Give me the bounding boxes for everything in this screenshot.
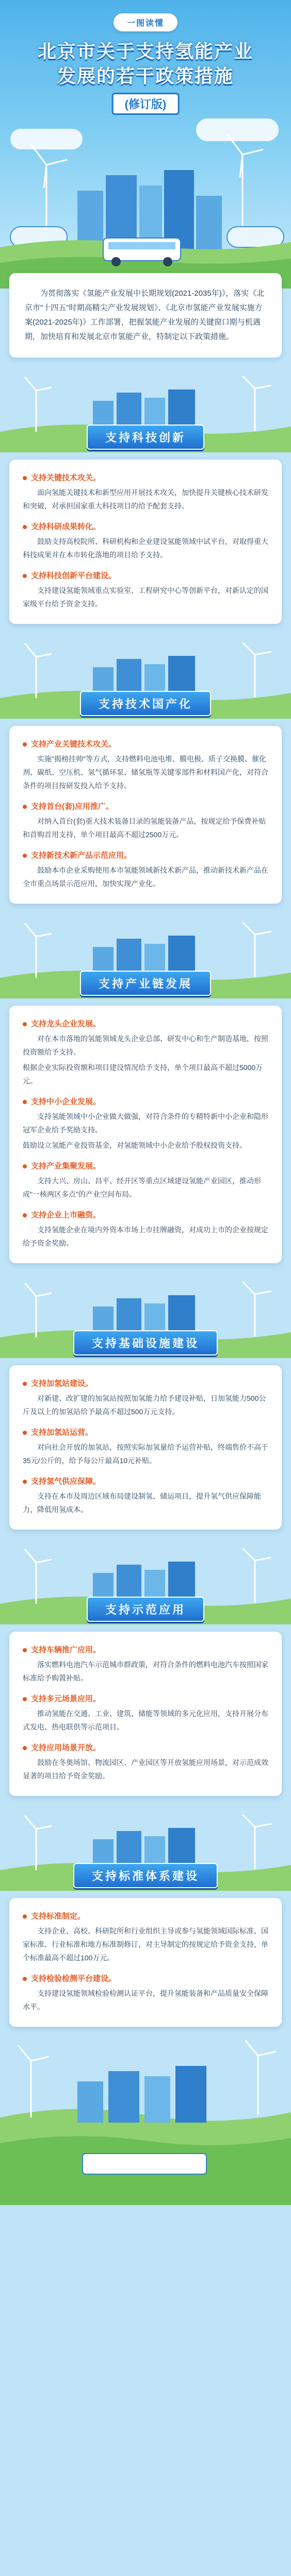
section-title: 支持标准体系建设 bbox=[73, 1863, 218, 1888]
wind-turbine-icon bbox=[227, 134, 263, 237]
policy-item bbox=[23, 738, 268, 792]
policy-section bbox=[0, 1281, 291, 1530]
policy-item-text: 支持氢能领域中小企业做大做强，对符合条件的专精特新中小企业和隐形冠军企业给予奖励支持。 bbox=[23, 1112, 268, 1134]
policy-item bbox=[23, 521, 268, 562]
policy-item bbox=[23, 1378, 268, 1418]
policy-item bbox=[23, 1209, 268, 1250]
policy-section bbox=[0, 1547, 291, 1796]
policy-item-title: 支持科研成果转化。 bbox=[23, 521, 101, 532]
policy-item-title: 支持加氢站运营。 bbox=[23, 1427, 93, 1437]
policy-item-text: 鼓励在冬奥场馆、物流园区、产业园区等开放氢能应用场景，对示范成效显著的项目给予资金奖励。 bbox=[23, 1758, 268, 1780]
wind-turbine-icon bbox=[31, 144, 67, 237]
policy-item-text: 实施"揭榜挂帅"等方式，支持燃料电池电堆、膜电极、质子交换膜、催化剂、碳纸、空压机、氢气循环泵、储氢瓶等关键零部件和材料国产化，对符合条件的项目按研发投入给予支持。 bbox=[23, 755, 268, 790]
policy-item-title: 支持企业上市融资。 bbox=[23, 1209, 101, 1220]
policy-item-title: 支持产业集聚发展。 bbox=[23, 1160, 101, 1171]
section-card bbox=[9, 460, 282, 624]
hero-banner bbox=[0, 0, 291, 289]
policy-item-title: 支持新技术新产品示范应用。 bbox=[23, 850, 132, 860]
section-title: 支持产业链发展 bbox=[80, 971, 211, 996]
policy-section bbox=[0, 1814, 291, 2027]
policy-item bbox=[23, 850, 268, 890]
footer-illustration bbox=[0, 2040, 291, 2205]
policy-item-text: 支持建设氢能领域检验检测认证平台，提升氢能装备和产品质量安全保障水平。 bbox=[23, 1989, 268, 2011]
policy-section bbox=[0, 641, 291, 904]
policy-item-text: 鼓励本市企业采购使用本市氢能领域新技术新产品，推动新技术新产品在全市重点场景示范应用，加快实现产业化。 bbox=[23, 866, 268, 888]
section-header bbox=[0, 1281, 291, 1358]
hero-title-line1: 北京市关于支持氢能产业 bbox=[37, 41, 253, 62]
policy-item-title: 支持加氢站建设。 bbox=[23, 1378, 93, 1388]
policy-item-title: 支持产业关键技术攻关。 bbox=[23, 738, 116, 749]
section-card bbox=[9, 1898, 282, 2027]
policy-item-text: 支持建设氢能领域重点实验室、工程研究中心等创新平台，对新认定的国家级平台给予资金支持。 bbox=[23, 586, 268, 608]
section-header bbox=[0, 1547, 291, 1624]
intro-paragraph: 为贯彻落实《氢能产业发展中长期规划(2021-2035年)》，落实《北京市"十四五"时期高精尖产业发展规划》、《北京市氢能产业发展实施方案(2021-2025年)》工作部署，把握氢能产业发展的关键窗口期与机遇期，加快培育和发展北京市氢能产业，特制定以下政策措施。 bbox=[9, 273, 282, 358]
policy-item bbox=[23, 1160, 268, 1201]
section-header bbox=[0, 1814, 291, 1891]
policy-item-subtext: 根据企业实际投资额和项目建设情况给予支持，单个项目最高不超过5000万元。 bbox=[23, 1063, 263, 1085]
policy-item-title: 支持龙头企业发展。 bbox=[23, 1018, 101, 1029]
hero-badge: (修订版) bbox=[112, 93, 180, 115]
policy-item-text: 对新建、改扩建的加氢站按照加氢能力给予建设补贴，日加氢能力500公斤及以上的加氢站给予最高不超过500万元支持。 bbox=[23, 1394, 266, 1416]
policy-item-text: 落实燃料电池汽车示范城市群政策，对符合条件的燃料电池汽车按照国家标准给予购置补贴。 bbox=[23, 1660, 268, 1682]
policy-item-text: 对纳入首台(套)重大技术装备目录的氢能装备产品，按规定给予保费补贴和首购首用支持，单个项目最高不超过2500万元。 bbox=[23, 817, 266, 839]
section-title: 支持示范应用 bbox=[87, 1597, 204, 1622]
policy-item-title: 支持检验检测平台建设。 bbox=[23, 1973, 116, 1984]
policy-item bbox=[23, 1644, 268, 1685]
policy-item bbox=[23, 1910, 268, 1964]
policy-item-title: 支持中小企业发展。 bbox=[23, 1096, 101, 1107]
policy-item-subtext: 鼓励设立氢能产业投资基金，对氢能领域中小企业给予股权投资支持。 bbox=[23, 1141, 247, 1149]
policy-item-text: 鼓励支持高校院所、科研机构和企业建设氢能领域中试平台，对取得重大科技成果并在本市转化落地的项目给予支持。 bbox=[23, 537, 268, 559]
city-skyline-illustration bbox=[0, 124, 291, 289]
policy-item-title: 支持车辆推广应用。 bbox=[23, 1644, 101, 1655]
policy-item-text: 支持在本市及周边区域布局建设制氢、储运项目，提升氢气供应保障能力，降低用氢成本。 bbox=[23, 1492, 261, 1514]
policy-item bbox=[23, 570, 268, 611]
policy-item-text: 面向氢能关键技术和新型应用开展技术攻关，加快提升关键核心技术研发和突破，对承担国家重大科技项目的给予配套支持。 bbox=[23, 488, 268, 510]
section-card bbox=[9, 1365, 282, 1530]
policy-item-text: 对在本市落地的氢能领域龙头企业总部、研发中心和生产制造基地，按照投资额给予支持。 bbox=[23, 1035, 268, 1056]
policy-item-text: 对向社会开放的加氢站，按照实际加氢量给予运营补贴，终端售价不高于35元/公斤的，给予每公斤最高10元补贴。 bbox=[23, 1443, 268, 1465]
policy-item bbox=[23, 1476, 268, 1516]
policy-item bbox=[23, 472, 268, 513]
policy-item bbox=[23, 801, 268, 841]
policy-sections bbox=[0, 375, 291, 2027]
section-header bbox=[0, 921, 291, 998]
section-card bbox=[9, 1632, 282, 1796]
section-header bbox=[0, 375, 291, 452]
policy-section bbox=[0, 921, 291, 1263]
policy-item bbox=[23, 1973, 268, 2013]
section-title: 支持基础设施建设 bbox=[73, 1330, 218, 1355]
policy-item bbox=[23, 1427, 268, 1467]
policy-item-title: 支持首台(套)应用推广。 bbox=[23, 801, 114, 811]
hero-tag: 一图读懂 bbox=[114, 13, 177, 31]
policy-item bbox=[23, 1096, 268, 1152]
policy-item-title: 支持标准制定。 bbox=[23, 1910, 85, 1921]
policy-item-title: 支持多元场景应用。 bbox=[23, 1693, 101, 1704]
section-card bbox=[9, 1006, 282, 1263]
section-card bbox=[9, 726, 282, 904]
policy-item bbox=[23, 1693, 268, 1734]
section-title: 支持科技创新 bbox=[87, 425, 204, 450]
policy-item-title: 支持关键技术攻关。 bbox=[23, 472, 101, 483]
policy-item-title: 支持应用场景开放。 bbox=[23, 1742, 101, 1753]
policy-item-text: 支持氢能企业在境内外资本市场上市挂牌融资，对成功上市的企业按规定给予资金奖励。 bbox=[23, 1226, 268, 1247]
policy-item-text: 推动氢能在交通、工业、建筑、储能等领域的多元化应用，支持开展分布式发电、热电联供等示范项目。 bbox=[23, 1709, 268, 1731]
policy-item bbox=[23, 1742, 268, 1783]
policy-item-text: 支持企业、高校、科研院所和行业组织主导或参与氢能领域国际标准、国家标准、行业标准和地方标准制修订，对主导制定的按规定给予资金支持，单个标准最高不超过100万元。 bbox=[23, 1927, 268, 1962]
policy-item bbox=[23, 1018, 268, 1088]
policy-item-title: 支持氢气供应保障。 bbox=[23, 1476, 101, 1486]
section-header bbox=[0, 641, 291, 719]
policy-item-text: 支持大兴、房山、昌平、经开区等重点区域建设氢能产业园区，推动形成"一核两区多点"的产业空间布局。 bbox=[23, 1177, 261, 1198]
policy-section bbox=[0, 375, 291, 624]
section-title: 支持技术国产化 bbox=[80, 691, 211, 716]
policy-item-title: 支持科技创新平台建设。 bbox=[23, 570, 116, 581]
hero-title-line2: 发展的若干政策措施 bbox=[57, 65, 234, 87]
